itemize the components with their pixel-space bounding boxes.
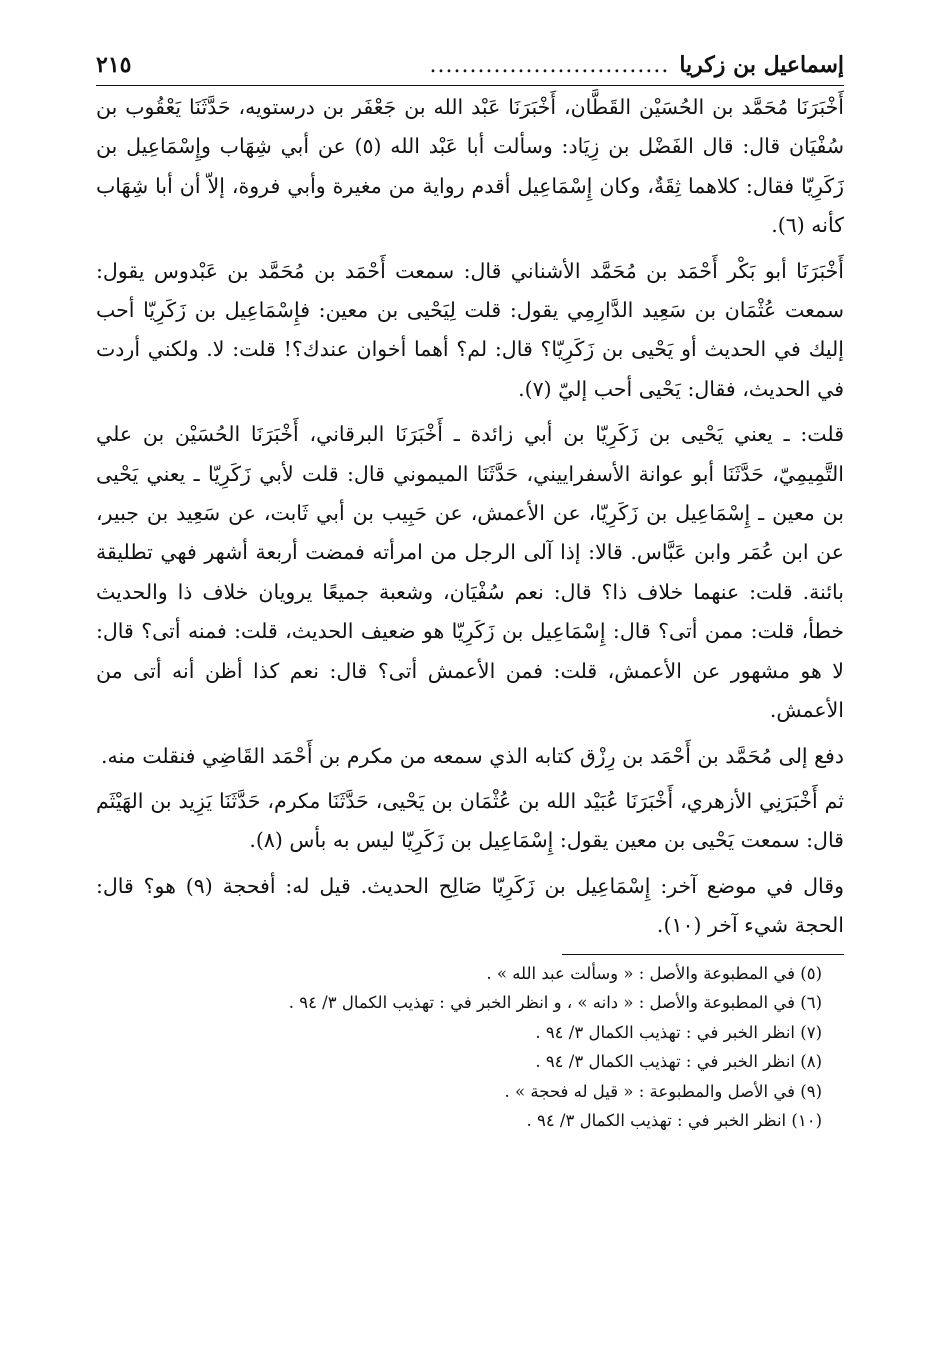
footnote-8: (٨) انظر الخبر في : تهذيب الكمال ٣/ ٩٤ . [535,1052,822,1072]
page-number: ٢١٥ [96,52,132,78]
paragraph-1: أَخْبَرَنَا مُحَمَّد بن الحُسَيْن القَطَّان، أَخْبَرَنَا عَبْد الله بن جَعْفَر بن درستويه، حَدَّثَنَا يَعْقُوب بن سُفْيَان قال: قال الفَضْل بن زِيَاد: وسألت أبا عَبْد الله (٥) عن أبي شِهَاب وإِسْمَاعِيل بن زَكَرِيّا فقال: كلاهما ثِقَةٌ، وكان إِسْمَاعِيل أقدم رواية من مغيرة وأبي فروة، إلاّ أن أبا شِهَاب كأنه (٦). [96,95,844,238]
header-leader-dots: .............................. [429,53,670,78]
paragraph-2: أَخْبَرَنَا أبو بَكْر أَحْمَد بن مُحَمَّد الأشناني قال: سمعت أَحْمَد بن مُحَمَّد بن عَبْدوس يقول: سمعت عُثْمَان بن سَعِيد الدَّارِمِي يقول: قلت لِيَحْيى بن معين: فإِسْمَاعِيل بن زَكَرِيّا أحب إليك في الحديث أو يَحْيى بن زَكَرِيّا؟ قال: لم؟ أهما أخوان عندك؟! قلت: لا. ولكني أردت في الحديث، فقال: يَحْيى أحب إليّ (٧). [96,258,844,401]
footnote-5: (٥) في المطبوعة والأصل : « وسألت عبد الله » . [486,963,822,983]
paragraph-6: وقال في موضع آخر: إِسْمَاعِيل بن زَكَرِيّا صَالِح الحديث. قيل له: أفحجة (٩) هو؟ قال: الحجة شيء آخر (١٠). [96,873,844,938]
footnote-10: (١٠) انظر الخبر في : تهذيب الكمال ٣/ ٩٤ . [526,1111,822,1131]
footnote-divider [562,954,844,955]
paragraph-5: ثم أَخْبَرَنِي الأزهري، أَخْبَرَنَا عُبَيْد الله بن عُثْمَان بن يَحْيى، حَدَّثَنَا مكرم، حَدَّثَنَا يَزِيد بن الهَيْثَم قال: سمعت يَحْيى بن معين يقول: إِسْمَاعِيل بن زَكَرِيّا ليس به بأس (٨). [96,788,844,853]
footnotes [96,959,844,1136]
paragraph-4: دفع إلى مُحَمَّد بن أَحْمَد بن رِزْق كتابه الذي سمعه من مكرم بن أَحْمَد القَاضِي فنقلت منه. [101,743,844,768]
footnote-7: (٧) انظر الخبر في : تهذيب الكمال ٣/ ٩٤ . [535,1022,822,1042]
paragraph-3: قلت: ـ يعني يَحْيى بن زَكَرِيّا بن أبي زائدة ـ أَخْبَرَنَا البرقاني، أَخْبَرَنَا الحُسَيْن بن علي التَّمِيمِيّ، حَدَّثَنَا أبو عوانة الأسفراييني، حَدَّثَنَا الميموني قال: قلت لأبي زَكَرِيّا ـ يعني يَحْيى بن معين ـ إِسْمَاعِيل بن زَكَرِيّا، عن الأعمش، عن حَبِيب بن أبي ثَابت، عن سَعِيد بن جبير، عن ابن عُمَر وابن عَبَّاس. قالا: إذا آلى الرجل من امرأته فمضت أربعة أشهر فهي تطليقة بائنة. قلت: عنهما خلاف ذا؟ قال: نعم سُفْيَان، وشعبة جميعًا يرويان خلاف ذا والحديث خطأ، قلت: ممن أتى؟ قال: إِسْمَاعِيل بن زَكَرِيّا هو ضعيف الحديث، قلت: فمنه أتى؟ قال: لا هو مشهور عن الأعمش، قلت: فمن الأعمش أتى؟ قال: نعم كذا أظن أنه أتى من الأعمش. [96,422,844,723]
running-header [96,48,844,86]
footnote-9: (٩) في الأصل والمطبوعة : « قيل له فحجة » . [504,1081,822,1101]
book-page [96,48,844,1136]
header-title: إسماعيل بن زكريا [679,52,844,78]
footnote-6: (٦) في المطبوعة والأصل : « دانه » ، و انظر الخبر في : تهذيب الكمال ٣/ ٩٤ . [288,993,822,1013]
